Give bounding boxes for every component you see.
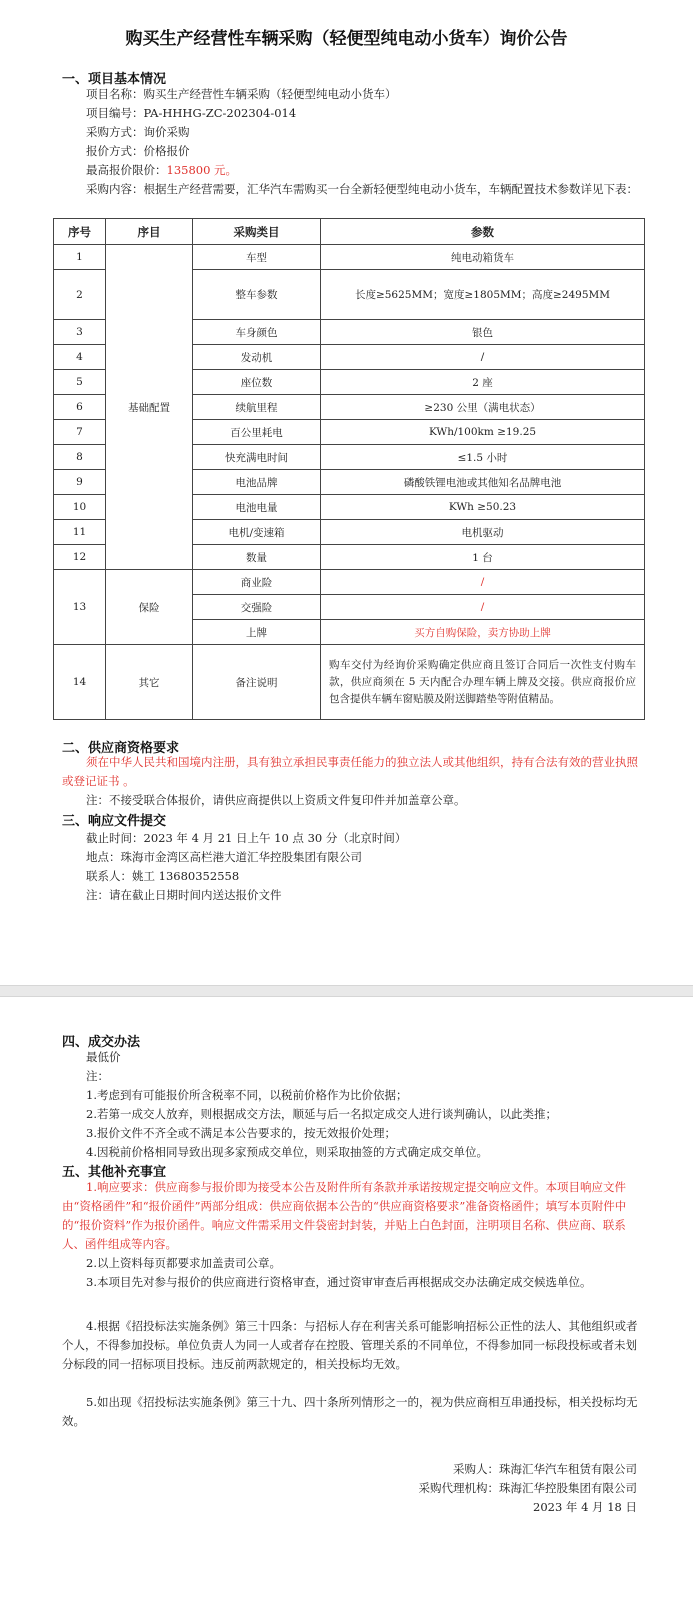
- award-note-label: 注：: [86, 1069, 109, 1083]
- supplement-4: 4.根据《招投标法实施条例》第三十四条：与招标人存在利害关系可能影响招标公正性的法人、其他组织或者个人，不得参加投标。单位负责人为同一人或者存在控股、管理关系的不同单位，不得参加同一标段投标或者未划分标段的同一招标项目投标。违反前两款规定的，相关投标均无效。: [62, 1319, 638, 1371]
- row-item: 发动机: [193, 345, 321, 370]
- row-param: 磷酸铁锂电池或其他知名品牌电池: [321, 470, 645, 495]
- row-param: 1 台: [321, 545, 645, 570]
- supplement-1: 1.响应要求：供应商参与报价即为接受本公告及附件所有条款并承诺按规定提交响应文件。本项目响应文件由“资格函件”和“报价函件”两部分组成：供应商依据本公告的“供应商资格要求”准备资格函件；填写本页附件中的“报价资料”作为报价函件。响应文件需采用文件袋密封封装，并贴上白色封面，注明项目名称、供应商、联系人、函件组成等内容。: [62, 1180, 627, 1251]
- row-param: 银色: [321, 320, 645, 345]
- header-param: 参数: [321, 219, 645, 245]
- page-separator: [0, 985, 693, 997]
- row-no: 8: [54, 445, 106, 470]
- row-item: 续航里程: [193, 395, 321, 420]
- award-rule-4: 4.因税前价格相同导致出现多家预成交单位，则采取抽签的方式确定成交单位。: [86, 1145, 488, 1159]
- row-item: 电池品牌: [193, 470, 321, 495]
- award-method: 最低价: [86, 1050, 121, 1064]
- header-item: 采购类目: [193, 219, 321, 245]
- procurement-content: 采购内容：根据生产经营需要，汇华汽车需购买一台全新轻便型纯电动小货车，车辆配置技术参数详见下表：: [86, 182, 638, 196]
- project-name: 项目名称：购买生产经营性车辆采购（轻便型纯电动小货车）: [86, 87, 397, 101]
- row-no: 13: [54, 570, 106, 645]
- row-item: 上牌: [193, 620, 321, 645]
- contact: 联系人：姚工 13680352558: [86, 869, 240, 883]
- row-item: 快充满电时间: [193, 445, 321, 470]
- buyer-signature: 采购人：珠海汇华汽车租赁有限公司: [453, 1462, 637, 1476]
- section-5-heading: 五、其他补充事宜: [62, 1165, 167, 1180]
- row-no: 11: [54, 520, 106, 545]
- row-param: ≥230 公里（满电状态）: [321, 395, 645, 420]
- row-param: /: [321, 570, 645, 595]
- header-group: 序目: [106, 219, 193, 245]
- row-no: 3: [54, 320, 106, 345]
- document-page-2: [0, 997, 693, 1600]
- group-insurance: 保险: [106, 570, 193, 645]
- row-no: 4: [54, 345, 106, 370]
- table-row: [54, 645, 645, 720]
- row-item: 商业险: [193, 570, 321, 595]
- row-item: 电池电量: [193, 495, 321, 520]
- row-item: 百公里耗电: [193, 420, 321, 445]
- row-param: /: [321, 345, 645, 370]
- agent-signature: 采购代理机构：珠海汇华控股集团有限公司: [418, 1481, 637, 1495]
- award-rule-1: 1.考虑到有可能报价所含税率不同，以税前价格作为比价依据；: [86, 1088, 408, 1102]
- section-3-heading: 三、响应文件提交: [62, 814, 167, 829]
- row-no: 5: [54, 370, 106, 395]
- row-param: KWh/100km ≥19.25: [321, 420, 645, 445]
- supplement-5: 5.如出现《招投标法实施条例》第三十九、四十条所列情形之一的，视为供应商相互串通投标，相关投标均无效。: [62, 1395, 638, 1428]
- table-row: [54, 570, 645, 595]
- row-item: 电机/变速箱: [193, 520, 321, 545]
- max-price-label: 最高报价限价：: [86, 163, 167, 177]
- section-4-heading: 四、成交办法: [62, 1035, 141, 1050]
- deadline: 截止时间：2023 年 4 月 21 日上午 10 点 30 分（北京时间）: [86, 831, 407, 845]
- spec-table: [53, 218, 645, 720]
- max-price: [86, 161, 237, 180]
- project-number: 项目编号：PA-HHHG-ZC-202304-014: [86, 106, 297, 120]
- supplement-2: 2.以上资料每页都要求加盖责司公章。: [86, 1256, 281, 1270]
- section-1-heading: 一、项目基本情况: [62, 72, 167, 87]
- award-rule-3: 3.报价文件不齐全或不满足本公告要求的，按无效报价处理；: [86, 1126, 396, 1140]
- row-param: 长度≥5625MM；宽度≥1805MM；高度≥2495MM: [321, 270, 645, 320]
- table-row: [54, 245, 645, 270]
- row-no: 9: [54, 470, 106, 495]
- row-item: 车型: [193, 245, 321, 270]
- row-no: 14: [54, 645, 106, 720]
- supplier-note: 注：不接受联合体报价，请供应商提供以上资质文件复印件并加盖章公章。: [86, 793, 466, 807]
- delivery-note: 注：请在截止日期时间内送达报价文件: [86, 888, 282, 902]
- group-other: 其它: [106, 645, 193, 720]
- row-item: 数量: [193, 545, 321, 570]
- row-item: 座位数: [193, 370, 321, 395]
- location: 地点：珠海市金湾区高栏港大道汇华控股集团有限公司: [86, 850, 362, 864]
- row-no: 1: [54, 245, 106, 270]
- quote-method: 报价方式：价格报价: [86, 144, 190, 158]
- row-param: 纯电动箱货车: [321, 245, 645, 270]
- table-header-row: [54, 219, 645, 245]
- row-no: 6: [54, 395, 106, 420]
- row-item: 车身颜色: [193, 320, 321, 345]
- row-no: 2: [54, 270, 106, 320]
- row-param: 买方自购保险，卖方协助上牌: [321, 620, 645, 645]
- row-param: 电机驱动: [321, 520, 645, 545]
- remark-text: 购车交付为经询价采购确定供应商且签订合同后一次性支付购车款，供应商须在 5 天内配合办理车辆上牌及交接。供应商报价应包含提供车辆车窗贴膜及附送脚踏垫等附值精品。: [321, 645, 645, 720]
- row-item: 备注说明: [193, 645, 321, 720]
- row-item: 整车参数: [193, 270, 321, 320]
- header-no: 序号: [54, 219, 106, 245]
- row-param: KWh ≥50.23: [321, 495, 645, 520]
- row-no: 7: [54, 420, 106, 445]
- group-basic: 基础配置: [106, 245, 193, 570]
- supplement-3: 3.本项目先对参与报价的供应商进行资格审查，通过资审审查后再根据成交办法确定成交候选单位。: [86, 1275, 592, 1289]
- procurement-method: 采购方式：询价采购: [86, 125, 190, 139]
- max-price-value: 135800 元。: [166, 163, 238, 177]
- award-rule-2: 2.若第一成交人放弃，则根据成交方法，顺延与后一名拟定成交人进行谈判确认，以此类推；: [86, 1107, 557, 1121]
- row-param: 2 座: [321, 370, 645, 395]
- row-no: 10: [54, 495, 106, 520]
- sign-date: 2023 年 4 月 18 日: [533, 1500, 637, 1514]
- document-title: 购买生产经营性车辆采购（轻便型纯电动小货车）询价公告: [125, 29, 568, 49]
- supplier-requirement: 须在中华人民共和国境内注册，具有独立承担民事责任能力的独立法人或其他组织，持有合法有效的营业执照或登记证书 。: [62, 755, 638, 788]
- row-param: ≤1.5 小时: [321, 445, 645, 470]
- row-no: 12: [54, 545, 106, 570]
- row-item: 交强险: [193, 595, 321, 620]
- row-param: /: [321, 595, 645, 620]
- section-2-heading: 二、供应商资格要求: [62, 741, 180, 756]
